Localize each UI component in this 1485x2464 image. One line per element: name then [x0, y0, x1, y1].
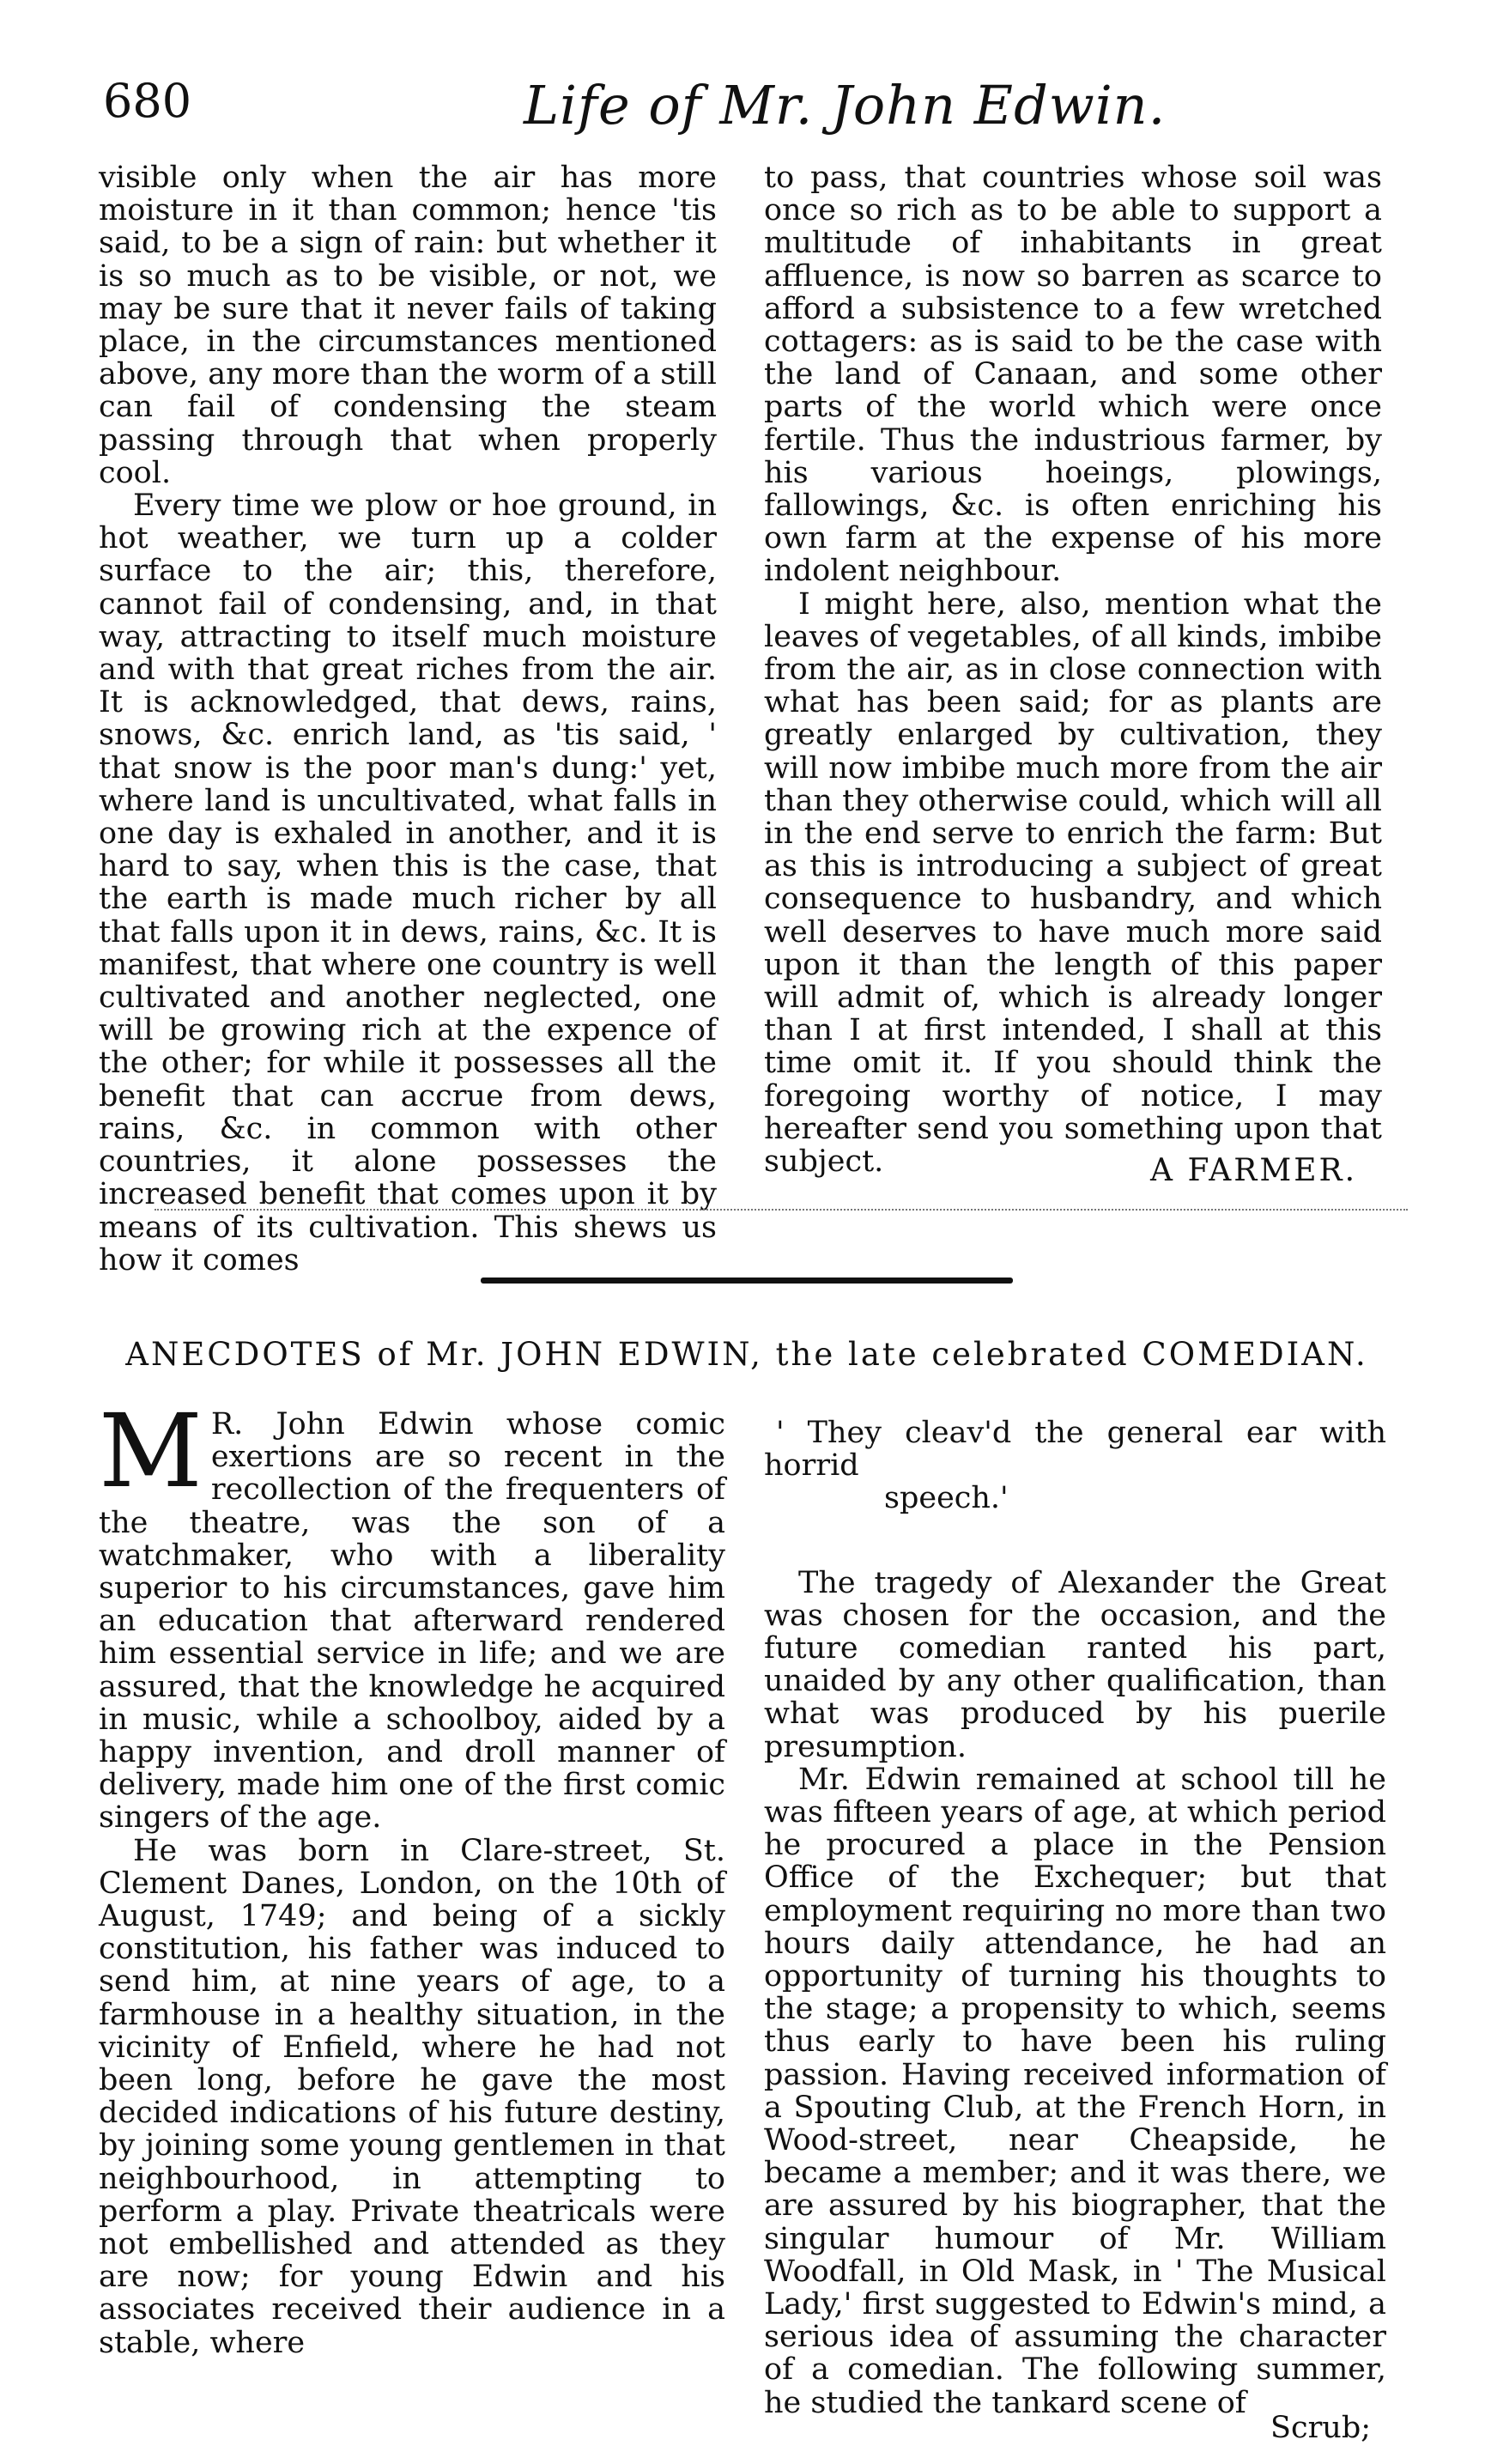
quotation-line: speech.' [884, 1481, 1009, 1516]
drop-cap: M [99, 1392, 203, 1510]
letter-signature: A FARMER. [1150, 1153, 1358, 1188]
article-paragraph: The tragedy of Alexander the Great was chosen for the occasion, and the future comedian ranted his part, unaided by any other qualification, than what was produced by his puerile presumption. [764, 1565, 1386, 1764]
article-paragraph [99, 1392, 725, 1836]
page-number: 680 [103, 74, 192, 128]
article-paragraph: Mr. Edwin remained at school till he was fifteen years of age, at which period he procured a place in the Pension Office of the Exchequer; but that employment requiring no more than two hours daily attendance, he had an opportunity of turning his thoughts to the stage; a propensity to which, seems thus early to have been his ruling passion. Having received information of a Spouting Club, at the French Horn, in Wood-street, near Cheapside, he became a member; and it was there, we are assured by his biographer, that the singular humour of Mr. William Woodfall, in Old Mask, in ' The Musical Lady,' first suggested to Edwin's mind, a serious idea of assuming the character of a comedian. The following summer, he studied the tankard scene of [764, 1762, 1386, 2420]
letter-paragraph: I might here, also, mention what the leaves of vegetables, of all kinds, imbibe from the air, as in close connection with what has been said; for as plants are greatly enlarged by cultivation, they will now imbibe much more from the air than they otherwise could, which will all in the end serve to enrich the farm: But as this is introducing a subject of great consequence to husbandry, and which well deserves to have much more said upon it than the length of this paper will admit of, which is already longer than I at first intended, I shall at this time omit it. If you should think the foregoing worthy of notice, I may hereafter send you something upon that subject. [764, 586, 1382, 1180]
dotted-divider [155, 1209, 1408, 1211]
article-left-column [99, 1392, 725, 2360]
article-title: ANECDOTES of Mr. JOHN EDWIN, the late celebrated COMEDIAN. [125, 1336, 1368, 1373]
letter-left-column [99, 161, 717, 1277]
catchword: Scrub; [1270, 2411, 1372, 2445]
letter-paragraph: to pass, that countries whose soil was once so rich as to be able to support a multitude of inhabitants in great affluence, is now so barren as scarce to afford a subsistence to a few wretched cottagers: as is said to be the case with the land of Canaan, and some other parts of the world which were once fertile. Thus the industrious farmer, by his various hoeings, plowings, fallowings, &c. is often enriching his own farm at the expense of his more indolent neighbour. [764, 161, 1382, 589]
article-paragraph: He was born in Clare-street, St. Clement Danes, London, on the 10th of August, 1749; and being of a sickly constitution, his father was induced to send him, at nine years of age, to a farmhouse in a healthy situation, in the vicinity of Enfield, where he had not been long, before he gave the most decided indications of his future destiny, by joining some young gentlemen in that neighbourhood, in attempting to perform a play. Private theatricals were not embellished and attended as they are now; for young Edwin and his associates received their audience in a stable, where [99, 1833, 725, 2360]
letter-paragraph: visible only when the air has more moisture in it than common; hence 'tis said, to be a sign of rain: but whether it is so much as to be visible, or not, we may be sure that it never fails of taking place, in the circumstances mentioned above, any more than the worm of a still can fail of condensing the steam passing through that when properly cool. [99, 161, 717, 490]
article-paragraph-text: R. John Edwin whose comic exertions are so recent in the recollection of the frequenters of the theatre, was the son of a watchmaker, who with a liberality superior to his circumstances, gave him an education that afterward rendered him essential service in life; and we are assured, that the knowledge he acquired in music, while a schoolboy, aided by a happy invention, and droll manner of delivery, made him one of the first comic singers of the age. [99, 1407, 725, 1836]
letter-paragraph: Every time we plow or hoe ground, in hot weather, we turn up a colder surface to the air; this, therefore, cannot fail of condensing, and, in that way, attracting to itself much moisture and with that great riches from the air. It is acknowledged, that dews, rains, snows, &c. enrich land, as 'tis said, ' that snow is the poor man's dung:' yet, where land is uncultivated, what falls in one day is exhaled in another, and it is hard to say, when this is the case, that the earth is made much richer by all that falls upon it in dews, rains, &c. It is manifest, that where one country is well cultivated and another neglected, one will be growing rich at the expence of the other; for while it possesses all the benefit that can accrue from dews, rains, &c. in common with other countries, it alone possesses the increased benefit that comes upon it by means of its cultivation. This shews us how it comes [99, 489, 717, 1278]
letter-right-column [764, 161, 1382, 1178]
section-divider [481, 1278, 1013, 1284]
article-right-column [764, 1417, 1386, 2419]
quotation-line: ' They cleav'd the general ear with horrid [764, 1416, 1386, 1484]
running-title: Life of Mr. John Edwin. [524, 74, 1167, 137]
running-head [103, 74, 1408, 151]
